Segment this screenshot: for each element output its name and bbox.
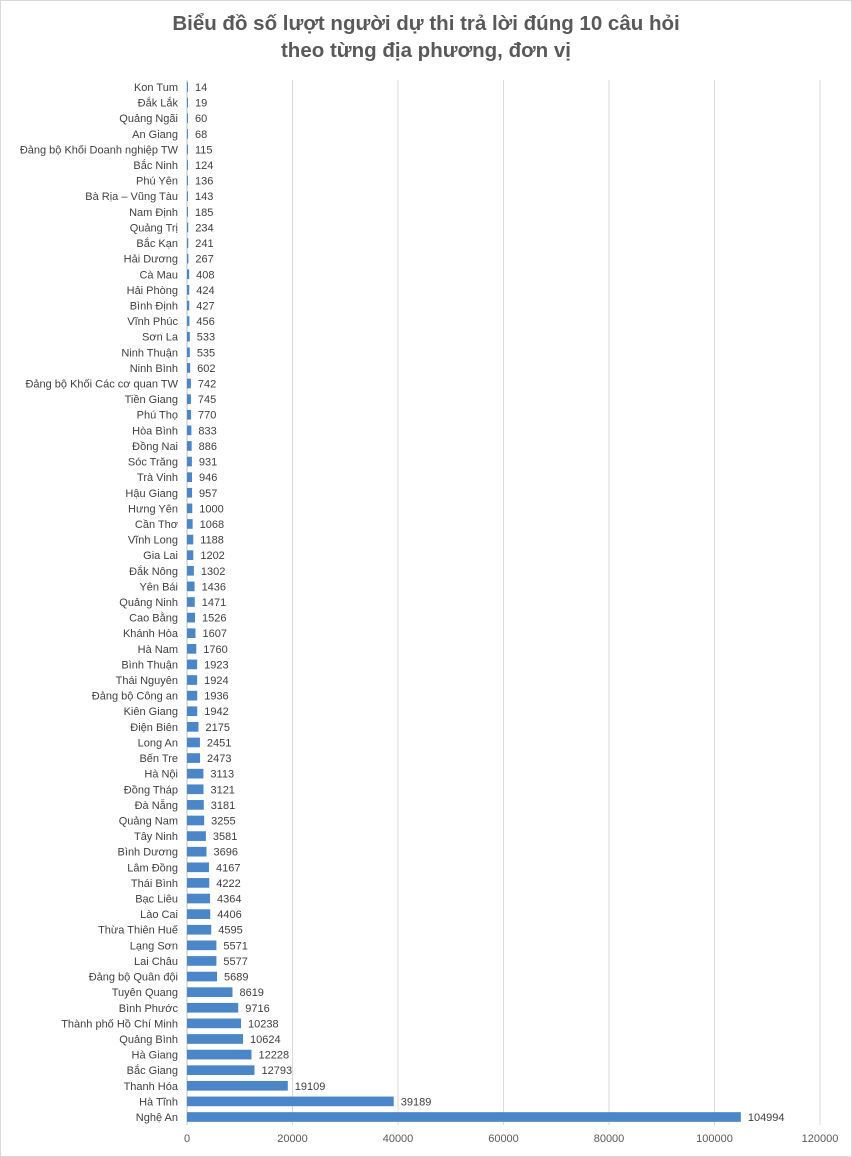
category-label: Thái Bình <box>130 877 178 890</box>
bar <box>187 347 190 357</box>
category-label: Thừa Thiên Huế <box>98 924 178 937</box>
category-label: Quảng Trị <box>129 222 178 235</box>
data-label: 1923 <box>204 659 229 672</box>
gridlines <box>187 80 820 1125</box>
data-label: 5577 <box>223 955 248 968</box>
data-label: 19109 <box>294 1080 326 1093</box>
category-label: Thành phố Hồ Chí Minh <box>61 1018 178 1031</box>
bar <box>187 98 188 108</box>
data-labels <box>195 82 785 1124</box>
data-label: 4406 <box>217 909 242 922</box>
data-label: 408 <box>196 269 215 282</box>
data-label: 742 <box>197 378 217 391</box>
category-label: Điện Biên <box>130 721 178 734</box>
bar <box>187 379 191 389</box>
category-label: Tuyên Quang <box>111 987 178 1000</box>
category-label: Lâm Đồng <box>127 862 178 875</box>
bar <box>187 1003 238 1013</box>
category-label: Bắc Ninh <box>133 160 178 173</box>
bar <box>187 878 209 888</box>
category-label: Phú Thọ <box>136 409 178 422</box>
category-label: Kiên Giang <box>123 706 178 719</box>
data-label: 115 <box>195 144 213 157</box>
category-label: Nam Định <box>129 206 178 219</box>
bar <box>187 738 200 748</box>
data-label: 535 <box>196 347 216 360</box>
bar <box>187 956 216 966</box>
bar <box>187 753 200 763</box>
data-label: 3255 <box>211 815 236 828</box>
bar <box>187 394 191 404</box>
bar <box>187 425 191 435</box>
bars <box>187 82 741 1122</box>
category-label: Hưng Yên <box>128 503 178 516</box>
data-label: 136 <box>195 175 214 188</box>
bar <box>187 160 188 170</box>
category-label: Bình Định <box>129 300 178 313</box>
category-label: Bình Thuận <box>121 659 178 672</box>
bar <box>187 191 188 201</box>
data-label: 1302 <box>200 565 226 578</box>
data-label: 427 <box>196 300 215 313</box>
category-label: Quảng Ngãi <box>119 113 178 126</box>
category-label: Gia Lai <box>143 550 178 563</box>
x-tick-label: 100000 <box>696 1133 733 1145</box>
category-label: Cà Mau <box>139 269 178 282</box>
data-label: 19 <box>195 97 208 110</box>
bar <box>187 613 195 623</box>
bar <box>187 1019 241 1029</box>
bar <box>187 285 189 295</box>
data-label: 2175 <box>205 721 230 734</box>
category-label: Vĩnh Long <box>127 534 178 547</box>
bar <box>187 488 192 498</box>
data-label: 833 <box>198 425 217 438</box>
category-label: An Giang <box>132 128 178 141</box>
category-label: Bạc Liêu <box>135 893 178 906</box>
category-label: Thanh Hóa <box>123 1080 178 1093</box>
data-label: 234 <box>195 222 214 235</box>
data-label: 1924 <box>204 675 229 688</box>
bar <box>187 706 197 716</box>
bar <box>187 1097 394 1107</box>
bar <box>187 238 188 248</box>
data-label: 1000 <box>199 503 224 516</box>
bar <box>187 129 188 139</box>
category-label: Đà Nẵng <box>134 799 178 812</box>
category-label: Trà Vinh <box>137 472 178 485</box>
bar <box>187 550 193 560</box>
x-tick-label: 0 <box>183 1133 191 1145</box>
data-label: 4222 <box>216 877 241 890</box>
category-label: Lai Châu <box>133 955 178 968</box>
category-label: Ninh Bình <box>129 362 178 375</box>
bar <box>187 410 191 420</box>
category-label: Quảng Ninh <box>119 597 178 609</box>
data-label: 3581 <box>212 831 238 844</box>
category-label: Kon Tum <box>133 82 178 94</box>
bar <box>187 940 216 950</box>
category-label: Ninh Thuận <box>121 347 178 360</box>
bar <box>187 675 197 685</box>
data-label: 602 <box>197 362 216 375</box>
bar <box>187 816 204 826</box>
category-label: Bắc Kạn <box>136 238 178 251</box>
category-label: Vĩnh Phúc <box>127 316 178 329</box>
data-label: 14 <box>195 82 208 94</box>
bar <box>187 519 193 529</box>
data-label: 12228 <box>258 1049 290 1062</box>
data-label: 1526 <box>202 612 227 625</box>
data-label: 1607 <box>202 628 227 641</box>
data-label: 946 <box>198 472 218 485</box>
data-label: 39189 <box>400 1096 432 1109</box>
bar <box>187 784 203 794</box>
data-label: 241 <box>195 238 214 251</box>
data-label: 1936 <box>204 690 229 703</box>
data-label: 533 <box>196 331 216 344</box>
category-label: Thái Nguyên <box>115 675 178 688</box>
category-label: Hà Giang <box>131 1049 178 1062</box>
x-tick-label: 40000 <box>382 1133 414 1145</box>
data-label: 104994 <box>747 1112 785 1124</box>
bar <box>187 722 198 732</box>
bar <box>187 82 188 92</box>
category-label: Lạng Sơn <box>129 940 178 953</box>
category-label: Yên Bái <box>139 581 178 594</box>
data-label: 3113 <box>210 768 235 781</box>
bar <box>187 472 192 482</box>
category-label: Quảng Nam <box>118 815 178 828</box>
data-label: 3121 <box>210 784 235 797</box>
bar <box>187 769 203 779</box>
x-tick-label: 20000 <box>277 1133 308 1145</box>
bar <box>187 113 188 123</box>
category-label: Đảng bộ Khối Doanh nghiệp TW <box>19 144 178 157</box>
data-label: 8619 <box>239 987 264 1000</box>
category-label: Bến Tre <box>139 753 178 766</box>
bar <box>187 363 190 373</box>
category-label: Nghệ An <box>135 1112 178 1124</box>
category-labels <box>20 82 179 1124</box>
data-label: 1202 <box>200 550 225 563</box>
data-label: 957 <box>199 487 218 500</box>
category-label: Đảng bộ Khối Các cơ quan TW <box>25 378 178 391</box>
data-label: 5571 <box>223 940 248 953</box>
bar <box>187 1112 741 1122</box>
chart-title-line1: Biểu đồ số lượt người dự thi trả lời đúng 10 câu hỏi <box>172 12 680 35</box>
x-tick-label: 80000 <box>593 1133 625 1145</box>
bar <box>187 301 189 311</box>
bar <box>187 909 210 919</box>
data-label: 2473 <box>207 753 232 766</box>
data-label: 1436 <box>201 581 227 594</box>
bar <box>187 441 192 451</box>
data-label: 1471 <box>201 597 227 609</box>
bar <box>187 628 195 638</box>
bar <box>187 566 194 576</box>
category-label: Long An <box>137 737 178 750</box>
category-label: Bắc Giang <box>126 1065 178 1078</box>
bar <box>187 504 192 514</box>
data-label: 68 <box>195 128 208 141</box>
bar <box>187 925 211 935</box>
bar <box>187 223 188 233</box>
bar <box>187 691 197 701</box>
bar <box>187 1065 254 1075</box>
category-label: Quảng Bình <box>119 1033 178 1046</box>
bar <box>187 972 217 982</box>
data-label: 10238 <box>248 1018 279 1031</box>
x-axis-ticks <box>184 1133 838 1145</box>
data-label: 770 <box>198 409 217 422</box>
category-label: Phú Yên <box>135 175 178 188</box>
data-label: 1760 <box>203 643 228 656</box>
bar <box>187 644 196 654</box>
category-label: Đảng bộ Công an <box>91 690 178 703</box>
bar <box>187 176 188 186</box>
bar <box>187 254 188 264</box>
chart-title-line2: theo từng địa phương, đơn vị <box>280 39 571 62</box>
category-label: Sơn La <box>142 331 178 344</box>
bar <box>187 800 204 810</box>
data-label: 5689 <box>224 971 249 984</box>
data-label: 4167 <box>215 862 241 875</box>
category-label: Hậu Giang <box>125 487 178 500</box>
category-label: Bà Rịa – Vũng Tàu <box>85 191 178 204</box>
bar <box>187 269 189 279</box>
data-label: 124 <box>195 160 214 173</box>
category-label: Bình Dương <box>117 846 178 859</box>
category-label: Cao Bằng <box>129 612 178 625</box>
bar <box>187 1081 288 1091</box>
category-label: Đảng bộ Quân đội <box>88 971 178 984</box>
bar <box>187 316 189 326</box>
category-label: Lào Cai <box>140 909 178 922</box>
bar <box>187 207 188 217</box>
data-label: 1942 <box>204 706 229 719</box>
bar <box>187 862 209 872</box>
category-label: Hải Phòng <box>126 284 178 297</box>
data-label: 931 <box>198 456 218 469</box>
bar <box>187 847 206 857</box>
category-label: Bình Phước <box>118 1002 178 1015</box>
data-label: 2451 <box>206 737 232 750</box>
category-label: Khánh Hòa <box>122 628 178 641</box>
category-label: Cần Thơ <box>134 518 178 531</box>
data-label: 9716 <box>245 1002 270 1015</box>
category-label: Tiền Giang <box>124 394 178 407</box>
data-label: 4364 <box>217 893 242 906</box>
category-label: Hà Tĩnh <box>139 1096 178 1109</box>
bar <box>187 660 197 670</box>
category-label: Hà Nội <box>144 768 178 781</box>
data-label: 3181 <box>210 799 236 812</box>
data-label: 745 <box>197 394 217 407</box>
bar <box>187 1050 252 1060</box>
category-label: Hà Nam <box>137 643 178 656</box>
bar <box>187 597 195 607</box>
data-label: 4595 <box>218 924 243 937</box>
bar <box>187 582 195 592</box>
bar <box>187 145 188 155</box>
category-label: Đắk Nông <box>129 565 178 578</box>
data-label: 185 <box>195 206 214 219</box>
x-tick-label: 120000 <box>801 1133 839 1145</box>
category-label: Tây Ninh <box>133 831 178 844</box>
data-label: 456 <box>196 316 215 329</box>
category-label: Đồng Tháp <box>123 784 178 797</box>
bar <box>187 894 210 904</box>
data-label: 1188 <box>200 534 224 547</box>
data-label: 143 <box>195 191 214 204</box>
data-label: 424 <box>196 284 215 297</box>
bar <box>187 1034 243 1044</box>
data-label: 3696 <box>213 846 238 859</box>
category-label: Đắk Lắk <box>137 97 178 110</box>
bar <box>187 332 190 342</box>
bar <box>187 987 232 997</box>
bar <box>187 535 193 545</box>
category-label: Sóc Trăng <box>127 456 178 469</box>
bar <box>187 831 206 841</box>
data-label: 10624 <box>250 1033 281 1046</box>
bar <box>187 457 192 467</box>
data-label: 267 <box>195 253 214 266</box>
data-label: 12793 <box>261 1065 293 1078</box>
data-label: 1068 <box>199 518 225 531</box>
data-label: 60 <box>195 113 208 126</box>
data-label: 886 <box>198 440 218 453</box>
x-tick-label: 60000 <box>488 1133 519 1145</box>
category-label: Hòa Bình <box>132 425 178 438</box>
category-label: Đồng Nai <box>132 440 178 453</box>
category-label: Hải Dương <box>123 253 178 266</box>
